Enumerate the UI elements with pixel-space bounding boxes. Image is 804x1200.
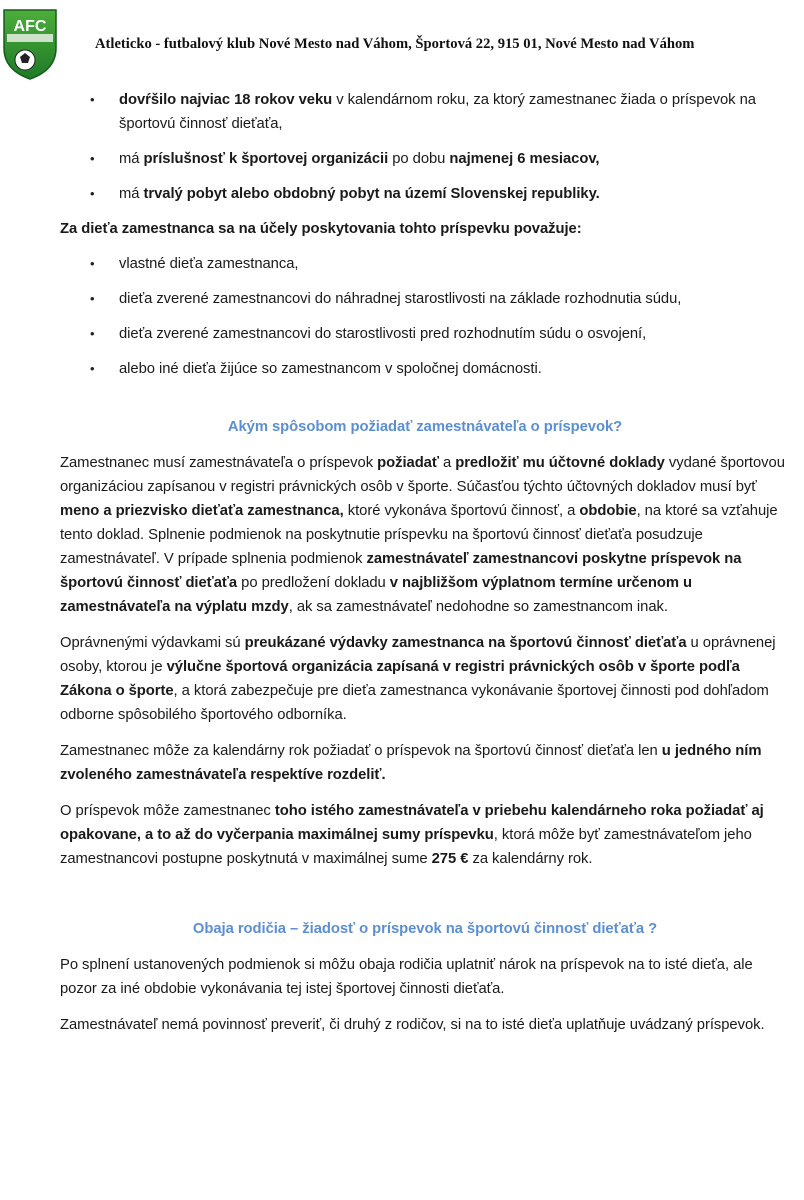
list-item [60, 357, 790, 381]
logo-text: AFC [13, 18, 47, 35]
text-run: ktoré vykonáva športovú činnosť, a [343, 503, 580, 519]
list-item [60, 147, 790, 171]
text-run: alebo iné dieťa žijúce so zamestnancom v spoločnej domácnosti. [119, 361, 542, 377]
bold-text: príslušnosť k športovej organizácii [143, 151, 389, 167]
text-run: u oprávnenej osoby, ktorou je [60, 635, 776, 675]
bold-text: obdobie [579, 503, 637, 519]
bold-text: trvalý pobyt alebo obdobný pobyt na území Slovenskej republiky. [143, 186, 600, 202]
text-run: Zamestnávateľ nemá povinnosť preveriť, či druhý z rodičov, si na to isté dieťa uplatňuje uvádzaný príspevok. [60, 1017, 765, 1033]
text-run: za kalendárny rok. [468, 851, 593, 867]
bold-text: požiadať [377, 455, 439, 471]
list-item [60, 287, 790, 311]
list-item [60, 252, 790, 276]
text-run: vlastné dieťa zamestnanca, [119, 256, 299, 272]
bold-text: 275 € [431, 851, 469, 867]
list-item [60, 182, 790, 206]
text-run: dieťa zverené zamestnancovi do náhradnej starostlivosti na základe rozhodnutia súdu, [119, 291, 682, 307]
paragraph [60, 953, 790, 1001]
text-run: Zamestnanec musí zamestnávateľa o príspevok [60, 455, 378, 471]
club-logo [1, 4, 59, 82]
text-run: Oprávnenými výdavkami sú [60, 635, 245, 651]
text-run: má [119, 186, 144, 202]
bold-text: dovŕšilo najviac 18 rokov veku [119, 92, 333, 108]
header-title: Atleticko - futbalový klub Nové Mesto nad Váhom, Športová 22, 915 01, Nové Mesto nad Váhom [95, 36, 695, 52]
bold-text: preukázané výdavky zamestnanca na športovú činnosť dieťaťa [244, 635, 687, 651]
text-run: po dobu [388, 151, 450, 167]
text-run: , ak sa zamestnávateľ nedohodne so zamestnancom inak. [288, 599, 668, 615]
text-run: vydané športovou organizáciou zapísanou v registri právnických osôb v športe. Súčasťou týchto účtovných dokladov musí byť [60, 455, 785, 495]
conditions-list [60, 88, 790, 206]
bold-text: zamestnávateľ zamestnancovi poskytne príspevok na športovú činnosť dieťaťa [60, 551, 742, 591]
list-item [60, 322, 790, 346]
children-intro [60, 217, 790, 241]
text-run: v kalendárnom roku, za ktorý zamestnanec žiada o príspevok na športovú činnosť dieťaťa, [119, 92, 756, 132]
text-run: Zamestnanec môže za kalendárny rok požiadať o príspevok na športovú činnosť dieťaťa len [60, 743, 662, 759]
page-header [0, 0, 804, 80]
section-heading-parents: Obaja rodičia – žiadosť o príspevok na športovú činnosť dieťaťa ? [192, 921, 658, 937]
bold-text: toho istého zamestnávateľa v priebehu kalendárneho roka požiadať aj opakovane, a to až do vyčerpania maximálnej sumy príspevku [60, 803, 764, 843]
text-run: , ktorá môže byť zamestnávateľom jeho zamestnancovi postupne poskytnutá v maximálnej sume [60, 827, 752, 867]
bold-text: meno a priezvisko dieťaťa zamestnanca, [60, 503, 344, 519]
text-run: Po splnení ustanovených podmienok si môžu obaja rodičia uplatniť nárok na príspevok na to isté dieťa, ale pozor za iné obdobie vykonávania tej istej športovej činnosti dieťaťa. [60, 957, 753, 997]
text-run: a [438, 455, 456, 471]
section-heading-request: Akým spôsobom požiadať zamestnávateľa o príspevok? [227, 419, 623, 435]
bold-text: Za dieťa zamestnanca sa na účely poskytovania tohto príspevku považuje: [60, 221, 582, 237]
paragraph [60, 631, 790, 727]
text-run: dieťa zverené zamestnancovi do starostlivosti pred rozhodnutím súdu o osvojení, [119, 326, 647, 342]
bold-text: v najbližšom výplatnom termíne určenom u zamestnávateľa na výplatu mzdy [60, 575, 693, 615]
text-run: O príspevok môže zamestnanec [60, 803, 275, 819]
list-item [60, 88, 790, 136]
paragraph [60, 799, 790, 871]
bold-text: predložiť mu účtovné doklady [455, 455, 665, 471]
document-body [60, 88, 790, 1049]
paragraph [60, 1013, 790, 1037]
text-run: má [119, 151, 144, 167]
bold-text: u jedného ním zvoleného zamestnávateľa respektíve rozdeliť. [60, 743, 762, 783]
text-run: , a ktorá zabezpečuje pre dieťa zamestnanca vykonávanie športovej činnosti pod dohľadom odborne spôsobilého športového odborníka. [60, 683, 769, 723]
text-run: po predložení dokladu [237, 575, 390, 591]
children-list [60, 252, 790, 381]
bold-text: najmenej 6 mesiacov, [449, 151, 600, 167]
text-run: , na ktoré sa vzťahuje tento doklad. Splnenie podmienok na poskytnutie príspevku na športovú činnosť dieťaťa posudzuje zamestnávateľ. V prípade splnenia podmienok [60, 503, 778, 567]
paragraph [60, 739, 790, 787]
paragraph [60, 451, 790, 619]
bold-text: výlučne športová organizácia zapísaná v registri právnických osôb v športe podľa Zákona o športe [60, 659, 740, 699]
